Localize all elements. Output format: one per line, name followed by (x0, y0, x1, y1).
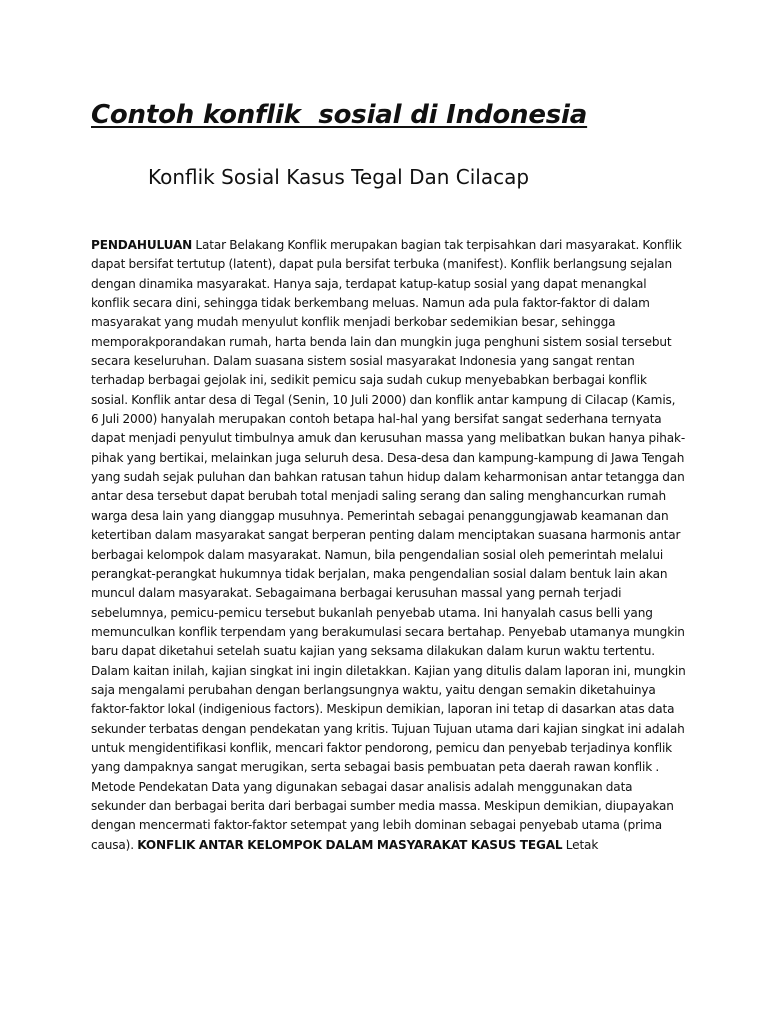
section-heading: KONFLIK ANTAR KELOMPOK DALAM MASYARAKAT KASUS TEGAL (137, 837, 563, 852)
document-title: Contoh konflik sosial di Indonesia (91, 100, 588, 130)
document-subtitle: Konflik Sosial Kasus Tegal Dan Cilacap (148, 165, 530, 189)
body-text: Latar Belakang Konflik merupakan bagian tak terpisahkan dari masyarakat. Konflik dapat bersifat tertutup (latent), dapat pula bersifat terbuka (manifest). Konflik berlangsung sejalan dengan dinamika masyarakat. Hanya saja, terdapat katup-katup sosial yang dapat menangkal konflik secara dini, sehingga tidak berkembang meluas. Namun ada pula faktor-faktor di dalam masyarakat yang mudah menyulut konflik menjadi berkobar sedemikian besar, sehingga memporakporandakan rumah, harta benda lain dan mungkin juga penghuni sistem sosial tersebut secara keseluruhan. Dalam suasana sistem sosial masyarakat Indonesia yang sangat rentan terhadap berbagai gejolak ini, sedikit pemicu saja sudah cukup menyebabkan berbagai konflik sosial. Konflik antar desa di Tegal (Senin, 10 Juli 2000) dan konflik antar kampung di Cilacap (Kamis, 6 Juli 2000) hanyalah merupakan contoh betapa hal-hal yang bersifat sangat sederhana ternyata dapat menjadi penyulut timbulnya amuk dan kerusuhan massa yang melibatkan bukan hanya pihak-pihak yang bertikai, melainkan juga seluruh desa. Desa-desa dan kampung-kampung di Jawa Tengah yang sudah sejak puluhan dan bahkan ratusan tahun hidup dalam keharmonisan antar tetangga dan antar desa tersebut dapat berubah total menjadi saling serang dan saling menghancurkan rumah warga desa lain yang dianggap musuhnya. Pemerintah sebagai penanggungjawab keamanan dan ketertiban dalam masyarakat sangat berperan penting dalam menciptakan suasana harmonis antar berbagai kelompok dalam masyarakat. Namun, bila pengendalian sosial oleh pemerintah melalui perangkat-perangkat hukumnya tidak berjalan, maka pengendalian sosial dalam bentuk lain akan muncul dalam masyarakat. Sebagaimana berbagai kerusuhan massal yang pernah terjadi sebelumnya, pemicu-pemicu tersebut bukanlah penyebab utama. Ini hanyalah casus belli yang memunculkan konflik terpendam yang berakumulasi secara bertahap. Penyebab utamanya mungkin baru dapat diketahui setelah suatu kajian yang seksama dilakukan dalam kurun waktu tertentu. Dalam kaitan inilah, kajian singkat ini ingin diletakkan. Kajian yang ditulis dalam laporan ini, mungkin saja mengalami perubahan dengan berlangsungnya waktu, yaitu dengan semakin diketahuinya faktor-faktor lokal (indigenious factors). Meskipun demikian, laporan ini tetap di dasarkan atas data sekunder terbatas dengan pendekatan yang kritis. Tujuan Tujuan utama dari kajian singkat ini adalah untuk mengidentifikasi konflik, mencari faktor pendorong, pemicu dan penyebab terjadinya konflik yang dampaknya sangat merugikan, serta sebagai basis pembuatan peta daerah rawan konflik . Metode Pendekatan Data yang digunakan sebagai dasar analisis adalah menggunakan data sekunder dan berbagai berita dari berbagai sumber media massa. Meskipun demikian, diupayakan dengan mencermati faktor-faktor setempat yang lebih dominan sebagai penyebab utama (prima causa). (91, 238, 686, 852)
body-text-tail: Letak (562, 837, 599, 852)
intro-heading: PENDAHULUAN (91, 238, 193, 252)
body-paragraph (91, 236, 686, 855)
